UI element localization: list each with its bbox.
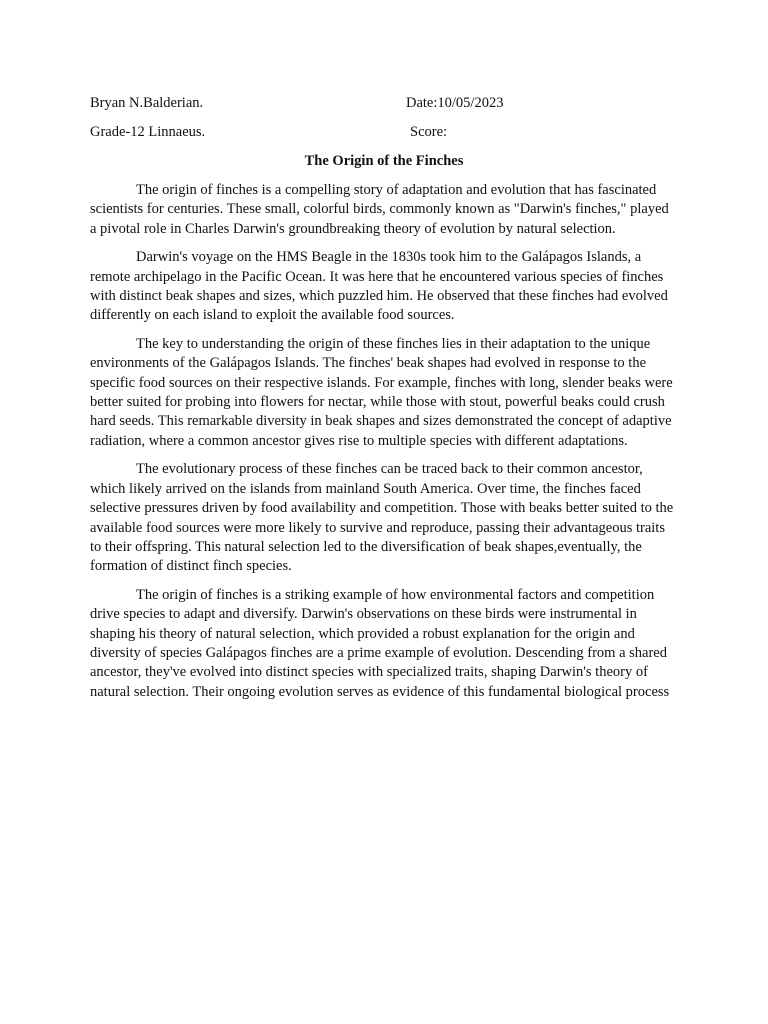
paragraph-3: The key to understanding the origin of these finches lies in their adaptation to the unique environments of the Galápagos Islands. The finches' beak shapes had evolved in response to the specific food sources on their respective islands. For example, finches with long, slender beaks were better suited for probing into flowers for nectar, while those with stout, powerful beaks could crush hard seeds. This remarkable diversity in beak shapes and sizes demonstrated the concept of adaptive radiation, where a common ancestor gives rise to multiple species with different adaptations. <box>90 335 673 449</box>
student-name: Bryan N.Balderian. <box>90 95 204 111</box>
score-field: Score: <box>410 124 448 140</box>
essay-body <box>90 181 678 711</box>
paragraph-4: The evolutionary process of these finches can be traced back to their common ancestor, which likely arrived on the islands from mainland South America. Over time, the finches faced selective pressures driven by food availability and competition. Those with beaks better suited to the available food sources were more likely to survive and reproduce, passing their advantageous traits to their offspring. This natural selection led to the diversification of beak shapes,eventually, the formation of distinct finch species. <box>90 461 674 575</box>
paragraph-5: The origin of finches is a striking example of how environmental factors and competition drive species to adapt and diversify. Darwin's observations on these birds were instrumental in shaping his theory of natural selection, which provided a robust explanation for the origin and diversity of species Galápagos finches are a prime example of evolution. Descending from a shared ancestor, they've evolved into distinct species with specialized traits, shaping Darwin's theory of natural selection. Their ongoing evolution serves as evidence of this fundamental biological process <box>90 586 670 700</box>
grade-section: Grade-12 Linnaeus. <box>90 124 206 140</box>
paragraph-1: The origin of finches is a compelling story of adaptation and evolution that has fascinated scientists for centuries. These small, colorful birds, commonly known as "Darwin's finches," played a pivotal role in Charles Darwin's groundbreaking theory of evolution by natural selection. <box>90 182 669 237</box>
paragraph-2: Darwin's voyage on the HMS Beagle in the 1830s took him to the Galápagos Islands, a remote archipelago in the Pacific Ocean. It was here that he encountered various species of finches with distinct beak shapes and sizes, which puzzled him. He observed that these finches had evolved differently on each island to exploit the available food sources. <box>90 249 668 324</box>
date-field: Date:10/05/2023 <box>406 95 504 111</box>
document-title: The Origin of the Finches <box>304 153 464 169</box>
